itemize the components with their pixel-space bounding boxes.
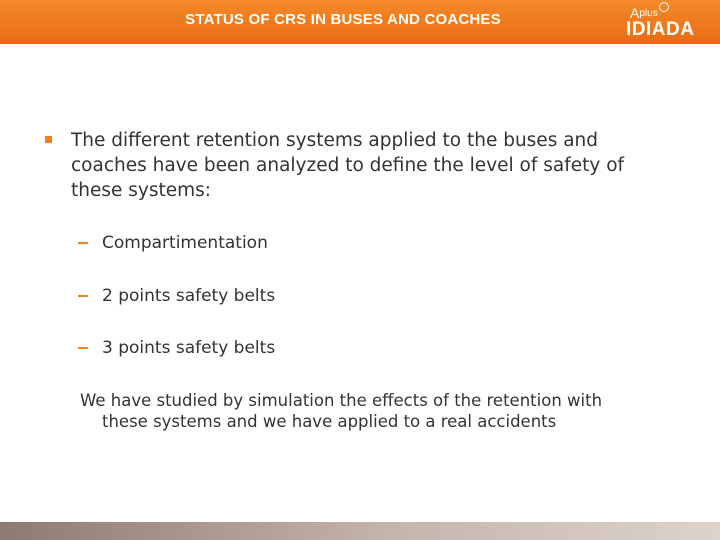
sub-item-compartimentation bbox=[78, 233, 268, 253]
sub-item-label: 3 points safety belts bbox=[102, 338, 276, 358]
applus-idiada-logo bbox=[626, 2, 706, 42]
footer-bar bbox=[0, 522, 720, 540]
sub-item-label: 2 points safety belts bbox=[102, 286, 276, 306]
closing-paragraph bbox=[80, 390, 680, 432]
square-bullet-icon bbox=[45, 136, 52, 143]
logo-applus-text: Aplus bbox=[630, 2, 669, 21]
logo-idiada-text: IDIADA bbox=[626, 19, 695, 40]
header-bar bbox=[0, 0, 720, 44]
dash-bullet-icon bbox=[78, 295, 88, 297]
sub-item-label: Compartimentation bbox=[102, 233, 268, 253]
closing-line-1: We have studied by simulation the effects of the retention with bbox=[80, 391, 603, 410]
sub-item-3-points-belts bbox=[78, 338, 275, 358]
registered-mark-icon bbox=[659, 2, 669, 12]
main-bullet-text: The different retention systems applied to the buses and coaches have been analyzed to define the level of safety of these systems: bbox=[71, 130, 625, 201]
sub-item-2-points-belts bbox=[78, 286, 275, 306]
dash-bullet-icon bbox=[78, 242, 88, 244]
slide-title: STATUS OF CRS IN BUSES AND COACHES bbox=[185, 11, 501, 28]
dash-bullet-icon bbox=[78, 347, 88, 349]
closing-line-2: these systems and we have applied to a real accidents bbox=[102, 412, 557, 431]
